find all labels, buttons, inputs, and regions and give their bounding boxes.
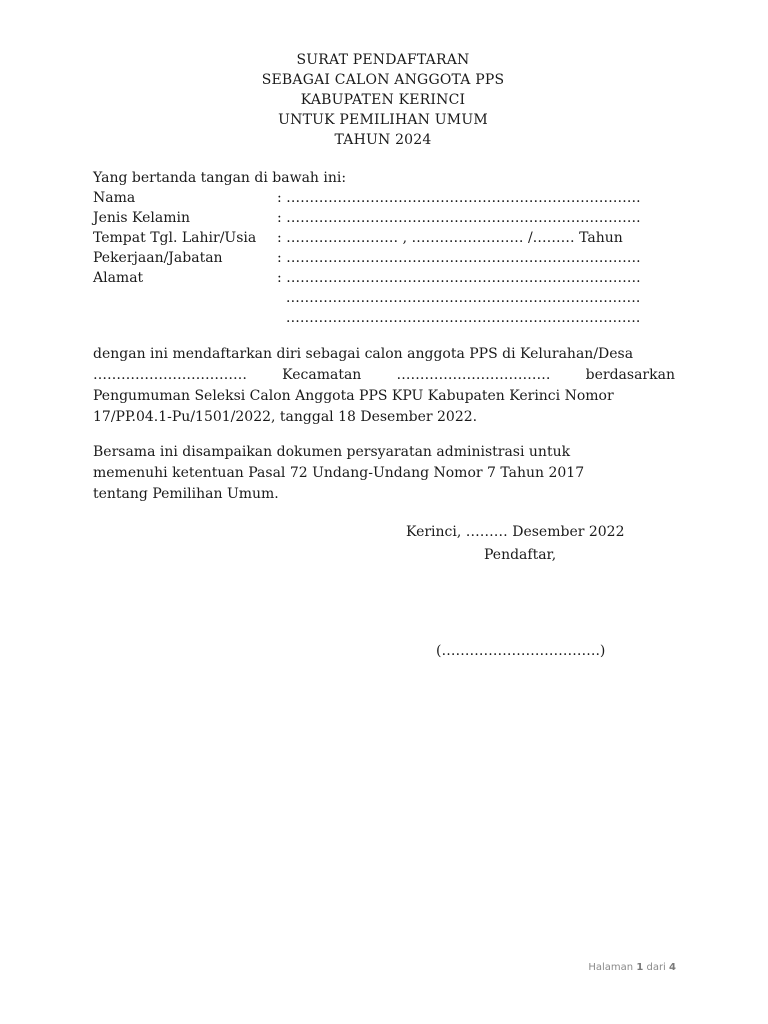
signature-line: (…………………………….) [436,643,606,659]
title-line-2: SEBAGAI CALON ANGGOTA PPS [261,72,505,88]
field-row-pekerjaan [93,248,641,268]
paragraph-documents [93,442,675,505]
field-row-tempat-tgl-lahir [93,228,641,248]
title-line-5: TAHUN 2024 [334,132,432,148]
kelurahan-blank: …………………………… [93,367,247,383]
field-row-alamat-2 [93,288,641,308]
kecamatan-label: Kecamatan [282,367,362,383]
field-label [93,308,277,328]
field-row-nama [93,188,641,208]
field-value: …………………………………………………………………. [277,310,641,326]
paragraph-line [93,365,675,386]
paragraph-line: tentang Pemilihan Umum. [93,486,279,502]
place-date: Kerinci, ……… Desember 2022 [406,524,625,540]
paragraph-text: memenuhi ketentuan Pasal 72 Undang-Undang Nomor 7 Tahun 2017 [93,465,585,481]
field-value: : …………………… , …………………… /……… Tahun [277,230,623,246]
field-value: : …………………………………………………………………. [277,270,641,286]
paragraph-line [93,442,675,463]
paragraph-line: 17/PP.04.1-Pu/1501/2022, tanggal 18 Desember 2022. [93,409,478,425]
signer-title: Pendaftar, [484,547,557,563]
paragraph-line [93,386,675,407]
field-label: Tempat Tgl. Lahir/Usia [93,230,257,246]
paragraph-line [93,463,675,484]
field-label: Nama [93,190,136,206]
footer-page-total: 4 [669,962,676,973]
footer-middle: dari [646,962,666,973]
title-line-3: KABUPATEN KERINCI [300,92,466,108]
paragraph-text: Bersama ini disampaikan dokumen persyaratan administrasi untuk [93,444,571,460]
title-line-4: UNTUK PEMILIHAN UMUM [278,112,488,128]
paragraph-line [93,344,675,365]
field-label: Alamat [93,270,144,286]
document-title [0,50,768,150]
paragraph-text: Pengumuman Seleksi Calon Anggota PPS KPU Kabupaten Kerinci Nomor [93,388,614,404]
title-line-1: SURAT PENDAFTARAN [296,52,470,68]
paragraph-text: berdasarkan [585,367,675,383]
field-value: : …………………………………………………………………. [277,250,641,266]
field-value: …………………………………………………………………. [277,290,641,306]
field-label: Pekerjaan/Jabatan [93,250,223,266]
identity-fields [93,188,641,328]
footer-page-number: 1 [636,962,644,973]
field-row-alamat [93,268,641,288]
paragraph-registration [93,344,675,428]
kecamatan-blank: …………………………… [396,367,551,383]
field-label [93,288,277,308]
field-value: : …………………………………………………………………. [277,210,641,226]
field-row-alamat-3 [93,308,641,328]
intro-text: Yang bertanda tangan di bawah ini: [93,170,347,186]
paragraph-text: dengan ini mendaftarkan diri sebagai calon anggota PPS di Kelurahan/Desa [93,346,634,362]
field-label: Jenis Kelamin [93,210,190,226]
page-footer [588,962,676,973]
field-value: : …………………………………………………………………. [277,190,641,206]
field-row-jenis-kelamin [93,208,641,228]
footer-prefix: Halaman [588,962,634,973]
